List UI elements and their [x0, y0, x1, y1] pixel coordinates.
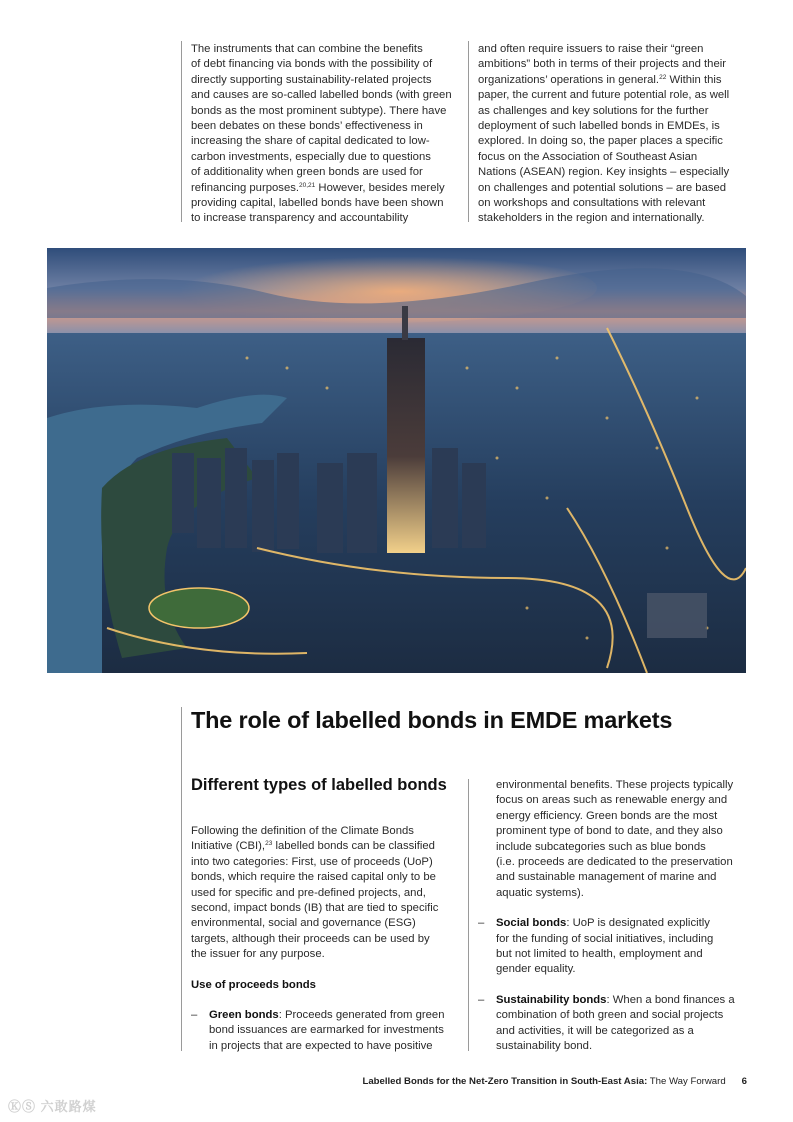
text-fragment: labelled bonds can be classified	[272, 840, 435, 853]
text-line: on workshops and consultations with relevant	[478, 197, 706, 210]
bullet-social-bonds	[478, 916, 750, 978]
watermark: ⓀⓈ 六敢路煤	[8, 1099, 97, 1114]
text-line: environmental, social and governance (ESG)	[191, 917, 416, 930]
section-rule	[181, 707, 182, 1051]
text-line: and causes are so-called labelled bonds (with green	[191, 89, 452, 102]
subsection-title: Different types of labelled bonds	[191, 776, 447, 794]
section-title: The role of labelled bonds in EMDE markets	[191, 707, 673, 733]
text-line: to increase transparency and accountability	[191, 212, 409, 225]
text-line: as challenges and key solutions for the further	[478, 104, 709, 117]
text-fragment: Initiative (CBI),	[191, 840, 266, 853]
top-left-column	[191, 42, 463, 227]
text-line: (i.e. proceeds are dedicated to the preservation	[496, 856, 733, 869]
top-right-column	[478, 42, 750, 227]
text-line	[496, 916, 750, 931]
text-line: prominent type of bond to date, and they also	[496, 825, 723, 838]
text-line: explored. In doing so, the paper places a specific	[478, 135, 723, 148]
text-line: energy efficiency. Green bonds are the most	[496, 809, 718, 822]
text-line: targets, although their proceeds can be used by	[191, 932, 430, 945]
footer-title-bold: Labelled Bonds for the Net-Zero Transition in South-East Asia:	[362, 1076, 648, 1087]
text-fragment: However, besides merely	[315, 181, 445, 194]
text-line: but not limited to health, employment and	[496, 948, 703, 961]
text-line: and sustainable management of marine and	[496, 871, 717, 884]
bullet-label: Sustainability bonds	[496, 993, 607, 1006]
bullet-label: Social bonds	[496, 917, 567, 930]
text-fragment: : UoP is designated explicitly	[566, 917, 710, 930]
text-line: providing capital, labelled bonds have been shown	[191, 197, 444, 210]
bullet-dash: –	[191, 1009, 198, 1022]
text-line: and often require issuers to raise their “green	[478, 43, 704, 55]
body-left-column	[191, 824, 453, 1054]
footnote-ref: 22	[659, 73, 667, 81]
text-line: second, impact bonds (IB) that are tied to specific	[191, 902, 439, 915]
landmark-tower	[387, 338, 425, 553]
text-line-with-footnote	[478, 73, 750, 88]
text-line: gender equality.	[496, 963, 576, 976]
text-line: of debt financing via bonds with the possibility of	[191, 58, 433, 71]
footnote-ref: 20,21	[299, 181, 316, 189]
text-line: increasing the share of capital dedicated to low-	[191, 135, 430, 148]
footer-title-rest: The Way Forward	[647, 1076, 726, 1087]
text-line: into two categories: First, use of proceeds (UoP)	[191, 855, 433, 868]
bullet-label: Green bonds	[209, 1009, 279, 1022]
text-fragment: : When a bond finances a	[606, 993, 735, 1006]
page-footer	[362, 1076, 747, 1087]
text-line: for the funding of social initiatives, including	[496, 932, 714, 945]
text-line: include subcategories such as blue bonds	[496, 840, 706, 853]
towers-cluster	[172, 448, 486, 553]
text-line: Following the definition of the Climate Bonds	[191, 825, 414, 837]
bullet-sustainability-bonds	[478, 993, 750, 1055]
text-line: in projects that are expected to have positive	[209, 1039, 433, 1052]
bullet-dash: –	[478, 993, 485, 1006]
text-line: paper, the current and future potential role, as well	[478, 89, 730, 102]
footnote-ref: 23	[265, 840, 273, 848]
page-number: 6	[741, 1076, 747, 1087]
body-right-column	[478, 778, 750, 1055]
text-line: bonds as the most prominent subtype). There have	[191, 104, 447, 117]
park-lawn	[149, 588, 249, 628]
text-fragment: refinancing purposes.	[191, 181, 300, 194]
tower-spire	[402, 306, 408, 340]
bullet-green-bonds	[191, 1008, 453, 1054]
text-line: Nations (ASEAN) region. Key insights – especially	[478, 166, 730, 179]
text-line: sustainability bond.	[496, 1040, 593, 1053]
text-line: ambitions” both in terms of their projects and their	[478, 58, 727, 71]
text-line: been debates on these bonds’ effectiveness in	[191, 120, 423, 133]
text-line: used for specific and pre-defined projects, and,	[191, 886, 426, 899]
text-line: The instruments that can combine the benefits	[191, 43, 423, 55]
text-line: deployment of such labelled bonds in EMDEs, is	[478, 120, 720, 133]
text-line: on challenges and potential solutions – are based	[478, 181, 727, 194]
text-line: combination of both green and social projects	[496, 1009, 724, 1022]
text-line: directly supporting sustainability-related projects	[191, 73, 432, 86]
text-line: focus on areas such as renewable energy and	[496, 794, 728, 807]
green-bonds-continuation	[478, 778, 750, 901]
text-line	[209, 1008, 453, 1023]
text-line: the issuer for any purpose.	[191, 948, 325, 961]
uop-heading: Use of proceeds bonds	[191, 978, 316, 991]
stadium-roof	[647, 593, 707, 638]
text-fragment: : Proceeds generated from green	[278, 1009, 445, 1022]
city-skyline-photo	[47, 248, 746, 673]
text-line	[496, 993, 750, 1008]
text-line: bonds, which require the raised capital only to be	[191, 871, 436, 884]
text-line: carbon investments, especially due to questions	[191, 150, 431, 163]
text-line-with-footnote	[191, 181, 463, 196]
text-line-with-footnote	[191, 839, 453, 854]
column-rule-top-left	[181, 41, 182, 222]
text-line: environmental benefits. These projects typically	[496, 779, 734, 791]
text-line: bond issuances are earmarked for investments	[209, 1024, 444, 1037]
text-line: aquatic systems).	[496, 886, 584, 899]
text-line: focus on the Association of Southeast Asian	[478, 150, 698, 163]
text-fragment: organizations’ operations in general.	[478, 73, 660, 86]
column-rule-top-right	[468, 41, 469, 222]
bullet-dash: –	[478, 917, 485, 930]
column-rule-body-right	[468, 779, 469, 1051]
text-line: of additionality when green bonds are used for	[191, 166, 423, 179]
text-fragment: Within this	[666, 73, 722, 86]
text-line: and activities, it will be categorized as a	[496, 1024, 694, 1037]
text-line: stakeholders in the region and internationally.	[478, 212, 705, 225]
